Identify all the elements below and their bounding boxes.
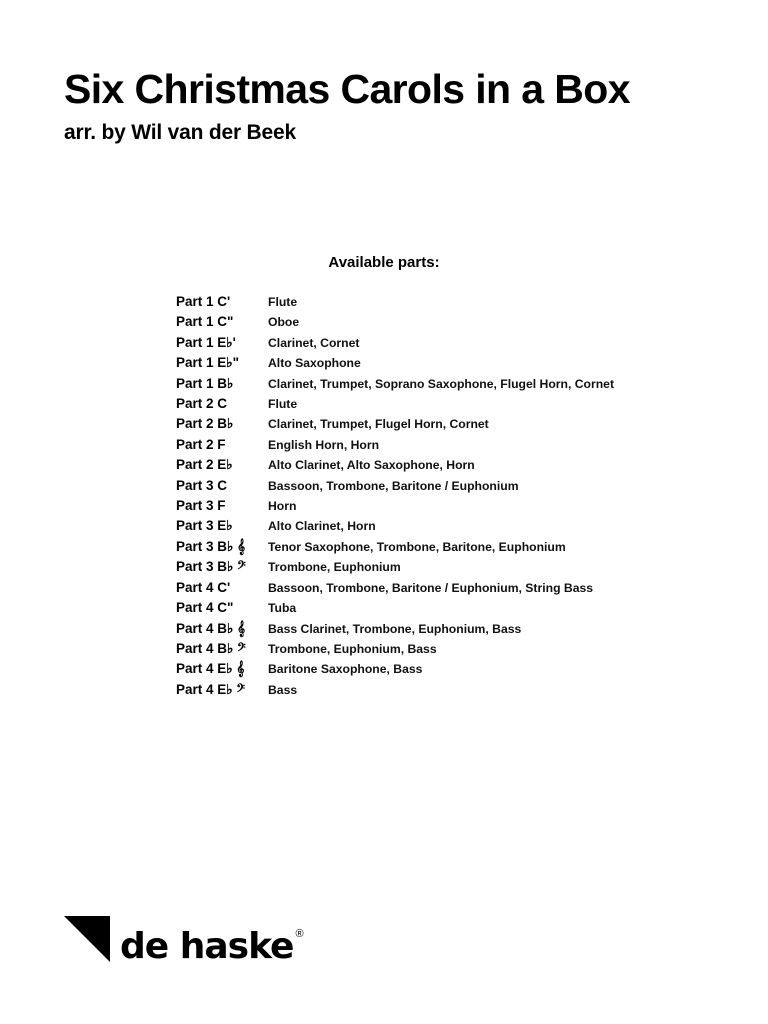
- part-instruments: Bassoon, Trombone, Baritone / Euphonium, String Bass: [268, 580, 594, 595]
- available-parts-body: [176, 292, 716, 700]
- part-instruments: Bassoon, Trombone, Baritone / Euphonium: [268, 478, 519, 493]
- part-label: Part 3 B♭ 𝄞: [176, 538, 246, 554]
- part-label: Part 1 B♭: [176, 375, 234, 391]
- page-title: Six Christmas Carols in a Box: [64, 66, 630, 112]
- part-instruments: Clarinet, Trumpet, Soprano Saxophone, Flugel Horn, Cornet: [268, 376, 615, 391]
- part-instruments: Alto Clarinet, Horn: [268, 519, 376, 534]
- part-label: Part 4 E♭ 𝄢: [176, 681, 246, 697]
- de-haske-logo-mark-icon: [64, 916, 110, 962]
- available-parts-heading: Available parts:: [328, 254, 440, 271]
- table-row: [176, 659, 716, 679]
- part-label: Part 1 E♭': [176, 334, 236, 350]
- publisher-name: de haske: [120, 926, 294, 967]
- part-instruments: English Horn, Horn: [268, 437, 380, 452]
- title-block: [64, 68, 724, 145]
- part-label: Part 2 E♭: [176, 457, 233, 473]
- part-instruments: Oboe: [268, 315, 300, 330]
- part-label: Part 4 C": [176, 600, 234, 616]
- part-label: Part 4 E♭ 𝄞: [176, 661, 245, 677]
- part-instruments: Trombone, Euphonium: [268, 560, 401, 575]
- part-instruments: Trombone, Euphonium, Bass: [268, 641, 437, 656]
- publisher-logo: [64, 916, 304, 967]
- table-row: [176, 496, 716, 516]
- available-parts-table: [176, 292, 716, 700]
- part-instruments: Horn: [268, 499, 297, 514]
- table-row: [176, 516, 716, 536]
- part-instruments: Alto Saxophone: [268, 356, 361, 371]
- part-label: Part 3 C: [176, 477, 228, 493]
- part-label: Part 4 B♭ 𝄢: [176, 640, 246, 656]
- table-row: [176, 598, 716, 618]
- registered-trademark-icon: ®: [295, 928, 304, 940]
- part-label: Part 3 F: [176, 498, 226, 514]
- part-instruments: Baritone Saxophone, Bass: [268, 662, 423, 677]
- part-instruments: Alto Clarinet, Alto Saxophone, Horn: [268, 458, 475, 473]
- part-label: Part 2 F: [176, 436, 226, 452]
- table-row: [176, 333, 716, 353]
- part-label: Part 4 C': [176, 579, 231, 595]
- table-row: [176, 455, 716, 475]
- part-instruments: Bass: [268, 682, 298, 697]
- table-row: [176, 578, 716, 598]
- part-label: Part 2 C: [176, 396, 228, 412]
- table-row: [176, 435, 716, 455]
- part-instruments: Clarinet, Trumpet, Flugel Horn, Cornet: [268, 417, 489, 432]
- part-instruments: Flute: [268, 397, 298, 412]
- table-row: [176, 374, 716, 394]
- table-row: [176, 414, 716, 434]
- part-instruments: Tuba: [268, 601, 297, 616]
- part-instruments: Tenor Saxophone, Trombone, Baritone, Euphonium: [268, 539, 566, 554]
- part-instruments: Bass Clarinet, Trombone, Euphonium, Bass: [268, 621, 522, 636]
- part-label: Part 2 B♭: [176, 416, 234, 432]
- table-row: [176, 292, 716, 312]
- arranger-credit: arr. by Wil van der Beek: [64, 121, 296, 145]
- part-label: Part 3 E♭: [176, 518, 233, 534]
- table-row: [176, 619, 716, 639]
- table-row: [176, 537, 716, 557]
- table-row: [176, 680, 716, 700]
- table-row: [176, 353, 716, 373]
- part-label: Part 1 C': [176, 294, 231, 309]
- table-row: [176, 557, 716, 577]
- table-row: [176, 312, 716, 332]
- table-row: [176, 394, 716, 414]
- table-row: [176, 476, 716, 496]
- part-label: Part 3 B♭ 𝄢: [176, 559, 246, 575]
- part-instruments: Clarinet, Cornet: [268, 335, 360, 350]
- part-label: Part 1 E♭": [176, 355, 240, 371]
- part-label: Part 1 C": [176, 314, 234, 330]
- part-label: Part 4 B♭ 𝄞: [176, 620, 246, 636]
- part-instruments: Flute: [268, 295, 298, 309]
- table-row: [176, 639, 716, 659]
